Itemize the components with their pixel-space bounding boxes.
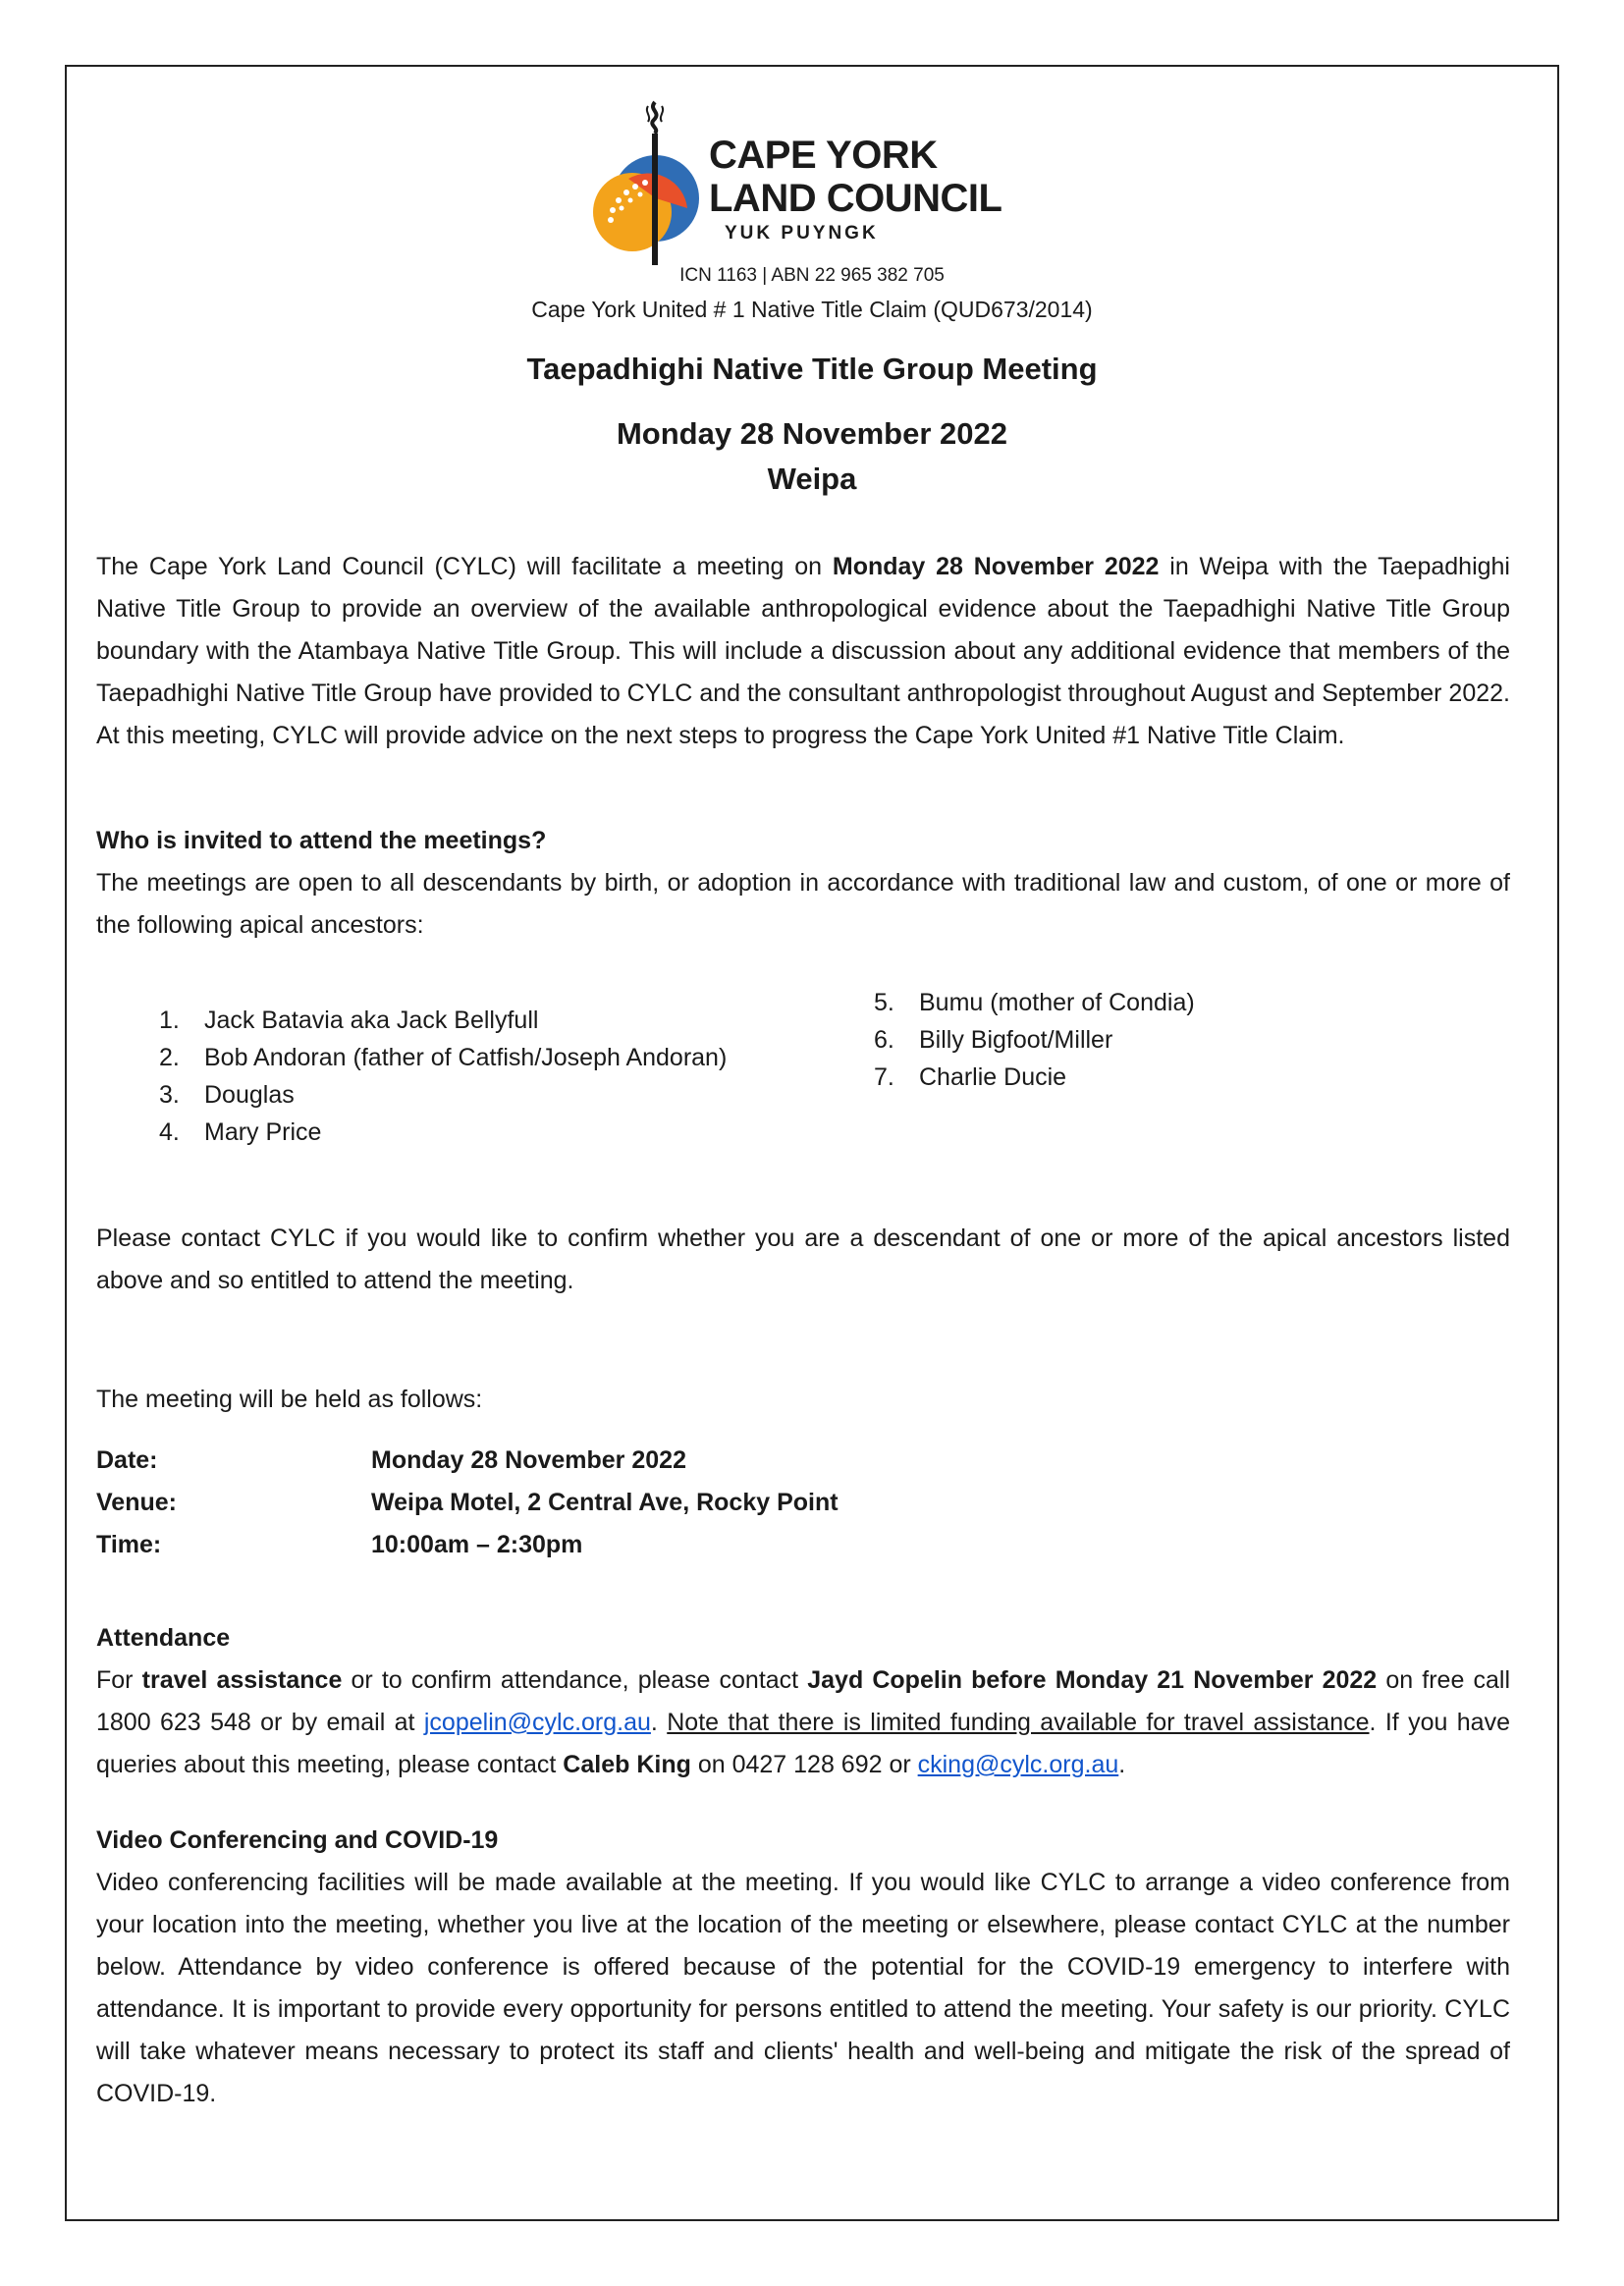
email-link-cking[interactable]: cking@cylc.org.au <box>917 1751 1119 1778</box>
meeting-place-heading: Weipa <box>767 462 857 496</box>
list-item: 1. Jack Batavia aka Jack Bellyfull <box>159 1007 539 1034</box>
list-item: 7. Charlie Ducie <box>874 1063 1067 1091</box>
intro-date: Monday 28 November 2022 <box>832 553 1160 580</box>
intro-text-2: in Weipa with the Taepadhighi Native Title Group to provide an overview of the available anthropological evidence about the Taepadhighi Native Title Group boundary with the Atambaya Native Title Group. This will include a discussion about any additional evidence that members of the Taepadhighi Native Title Group have provided to CYLC and the consultant anthropologist throughout August and September 2022. At this meeting, CYLC will provide advice on the next steps to progress the Cape York United #1 Native Title Claim. <box>96 553 1510 749</box>
funding-note: Note that there is limited funding available for travel assistance <box>667 1709 1370 1736</box>
list-item: 6. Billy Bigfoot/Miller <box>874 1026 1113 1054</box>
intro-text-1: The Cape York Land Council (CYLC) will facilitate a meeting on <box>96 553 833 580</box>
list-item: 2. Bob Andoran (father of Catfish/Joseph Andoran) <box>159 1044 728 1071</box>
time-label: Time: <box>96 1531 162 1558</box>
venue-label: Venue: <box>96 1489 177 1516</box>
meeting-title: Taepadhighi Native Title Group Meeting <box>526 352 1098 386</box>
video-heading: Video Conferencing and COVID-19 <box>96 1826 499 1854</box>
meeting-details <box>96 1440 839 1566</box>
invited-text: The meetings are open to all descendants by birth, or adoption in accordance with traditional law and custom, of one or more of the following apical ancestors: <box>96 869 1510 939</box>
attendance-paragraph: For travel assistance or to confirm attendance, please contact Jayd Copelin before Monday 21 November 2022 on free call 1800 623 548 or by email at jcopelin@cylc.org.au. Note that there is limited funding available for travel assistance. If you have queries about this meeting, please contact Caleb King on 0427 128 692 or cking@cylc.org.au. <box>96 1666 1511 1778</box>
attendance-heading: Attendance <box>96 1624 231 1652</box>
icn-abn: ICN 1163 | ABN 22 965 382 705 <box>679 265 945 286</box>
date-label: Date: <box>96 1446 158 1474</box>
meeting-intro: The meeting will be held as follows: <box>96 1386 483 1413</box>
list-item: 4. Mary Price <box>159 1118 322 1146</box>
list-item: 3. Douglas <box>159 1081 295 1109</box>
video-paragraph: Video conferencing facilities will be made available at the meeting. If you would like CYLC to arrange a video conference from your location into the meeting, whether you live at the location of the meeting or elsewhere, please contact CYLC at the number below. Attendance by video conference is offered because of the potential for the COVID-19 emergency to interfere with attendance. It is important to provide every opportunity for persons entitled to attend the meeting. Your safety is our priority. CYLC will take whatever means necessary to protect its staff and clients' health and well-being and mitigate the risk of the spread of COVID-19. <box>96 1869 1510 2107</box>
list-item: 5. Bumu (mother of Condia) <box>874 989 1195 1016</box>
date-value: Monday 28 November 2022 <box>371 1446 686 1474</box>
logo-line-2: LAND COUNCIL <box>709 177 1002 220</box>
invited-heading: Who is invited to attend the meetings? <box>96 827 547 854</box>
time-value: 10:00am – 2:30pm <box>371 1531 583 1558</box>
email-link-jcopelin[interactable]: jcopelin@cylc.org.au <box>423 1709 651 1736</box>
cylc-logo <box>589 82 1041 269</box>
meeting-date-heading: Monday 28 November 2022 <box>616 416 1007 451</box>
intro-paragraph <box>96 546 1510 757</box>
logo-line-1: CAPE YORK <box>709 134 938 177</box>
venue-value: Weipa Motel, 2 Central Ave, Rocky Point <box>371 1489 839 1516</box>
ancestor-list-left <box>96 1002 727 1151</box>
contact-note: Please contact CYLC if you would like to confirm whether you are a descendant of one or more of the apical ancestors listed above and so entitled to attend the meeting. <box>96 1225 1510 1294</box>
ancestor-list-right <box>811 984 1195 1096</box>
cylc-emblem-icon <box>589 82 717 269</box>
claim-reference: Cape York United # 1 Native Title Claim (QUD673/2014) <box>531 297 1093 322</box>
logo-line-3: YUK PUYNGK <box>725 223 879 244</box>
